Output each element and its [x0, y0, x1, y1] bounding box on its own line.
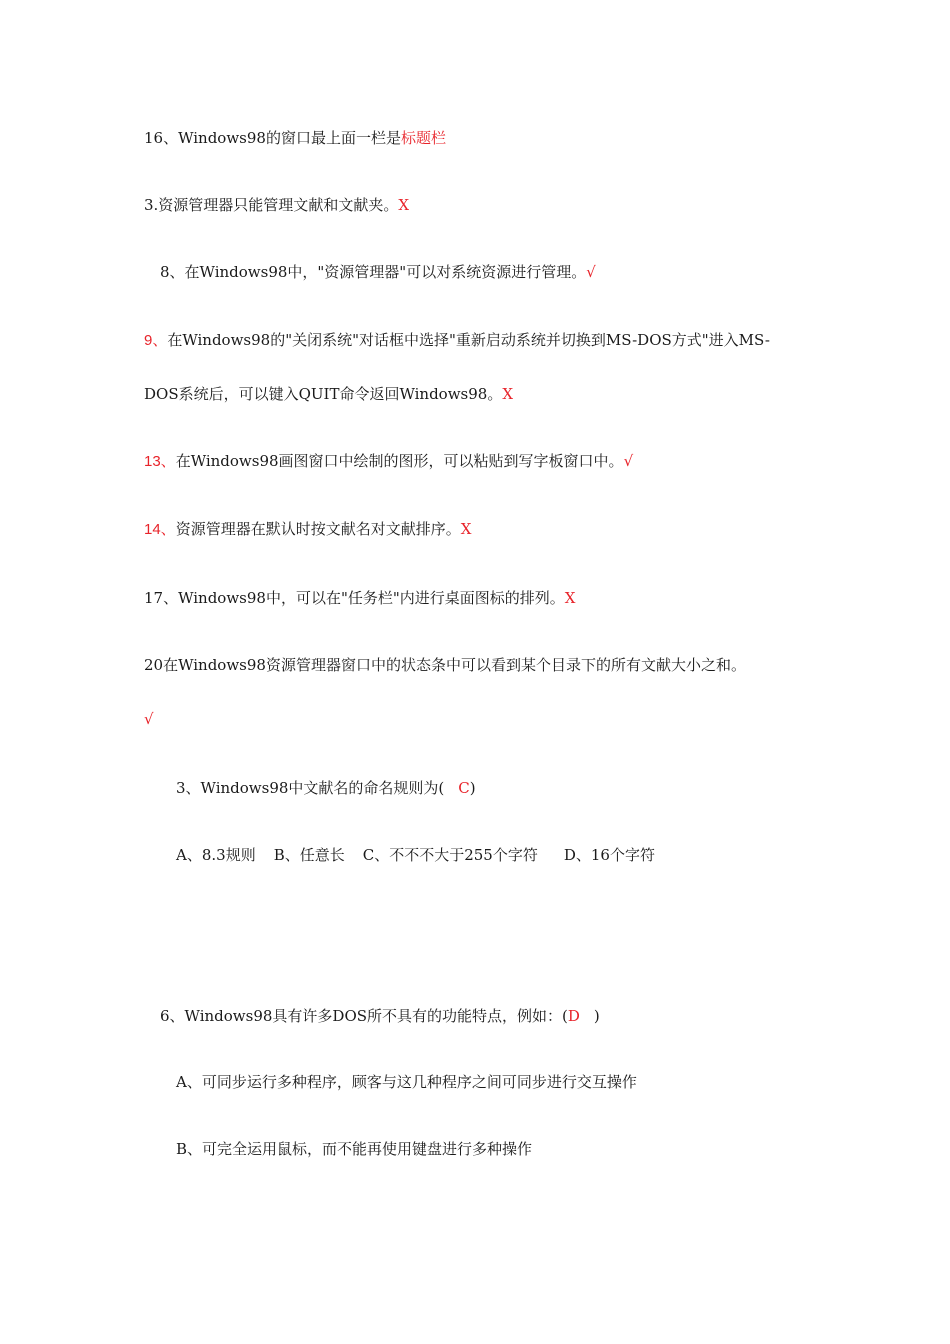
item-number: 9、 — [144, 332, 168, 349]
question-6-option-a — [176, 1072, 637, 1092]
answer-mark: X — [460, 520, 472, 538]
item-16-windows-title-bar — [144, 128, 446, 148]
option-b: B、任意长 — [273, 846, 345, 864]
item-3-explorer-files — [144, 195, 409, 215]
question-6-stem — [160, 1006, 600, 1026]
answer-choice: D — [567, 1007, 580, 1025]
option-a: A、8.3规则 — [176, 846, 256, 864]
question-3-options — [176, 845, 655, 865]
option-b: B、可完全运用鼠标，而不能再使用键盘进行多种操作 — [176, 1140, 533, 1158]
option-d: D、16个字符 — [563, 846, 655, 864]
item-9-continuation — [144, 384, 513, 404]
answer-mark: X — [398, 196, 410, 214]
question-text: 6、Windows98具有许多DOS所不具有的功能特点，例如：( — [160, 1007, 568, 1025]
question-close-paren: ) — [593, 1007, 600, 1025]
item-14-default-sort — [144, 519, 471, 540]
item-17-taskbar-icons — [144, 588, 575, 608]
item-number: 13、 — [144, 453, 176, 470]
question-close-paren: ) — [469, 779, 476, 797]
item-9-shutdown-dialog — [144, 330, 770, 351]
item-8-explorer-manage — [160, 262, 596, 282]
option-c: C、不不不大于255个字符 — [362, 846, 538, 864]
item-text: 3.资源管理器只能管理文献和文献夹。 — [144, 196, 399, 214]
answer-mark: 标题栏 — [400, 129, 446, 147]
item-text: 在Windows98画图窗口中绘制的图形，可以粘贴到写字板窗口中。 — [175, 452, 624, 470]
item-text: 资源管理器在默认时按文献名对文献排序。 — [175, 520, 461, 538]
item-13-paint-paste — [144, 451, 633, 472]
item-text: 17、Windows98中，可以在"任务栏"内进行桌面图标的排列。 — [144, 589, 565, 607]
question-3-stem — [176, 778, 476, 798]
item-text: 8、在Windows98中，"资源管理器"可以对系统资源进行管理。 — [160, 263, 587, 281]
item-20-answer-line — [144, 709, 154, 729]
item-20-status-bar — [144, 655, 746, 675]
item-number: 14、 — [144, 521, 176, 538]
answer-mark: √ — [586, 263, 596, 281]
answer-mark: X — [502, 385, 514, 403]
question-text: 3、Windows98中文献名的命名规则为( — [176, 779, 445, 797]
answer-mark: √ — [623, 452, 634, 470]
answer-mark: X — [564, 589, 576, 607]
item-text: DOS系统后，可以键入QUIT命令返回Windows98。 — [144, 385, 503, 403]
item-text: 20在Windows98资源管理器窗口中的状态条中可以看到某个目录下的所有文献大小之和。 — [144, 656, 746, 674]
item-text: 16、Windows98的窗口最上面一栏是 — [144, 129, 401, 147]
question-6-option-b — [176, 1139, 532, 1159]
answer-choice: C — [458, 779, 470, 797]
item-text: 在Windows98的"关闭系统"对话框中选择"重新启动系统并切换到MS-DOS方式"进入MS- — [167, 331, 770, 349]
option-a: A、可同步运行多种程序，顾客与这几种程序之间可同步进行交互操作 — [176, 1073, 637, 1091]
answer-mark: √ — [144, 710, 154, 728]
